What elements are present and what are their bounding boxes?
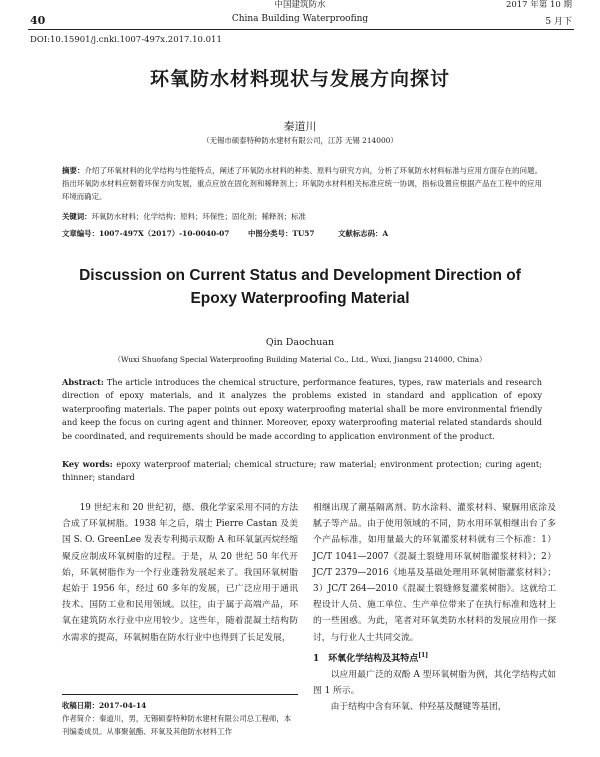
intro-paragraph-2: 相继出现了潮基隔离剂、防水涂料、灌浆材料、聚脲用底涂及腻子等产品。由于使用领域的不同，防水用环氧相继出台了多个产品标准，如用量最大的环氧灌浆材料就有三个标准：1）JC/T 1041—2007《混凝土裂缝用环氧树脂灌浆材料》；2）JC/T 2379—2016《地基及基础处理用环氧树脂灌浆材料》；3）JC/T 264—2010《混凝土裂缝修复灌浆树脂》。这就给工程设计人员、施工单位、生产单位带来了在执行标准和选材上的一些困惑。为此，笔者对环氧类防水材料的发展应用作一探讨，与行业人士共同交流。: [313, 503, 556, 643]
keywords-cn-label: 关键词：: [62, 212, 92, 221]
affiliation-en: （Wuxi Shuofang Special Waterproofing Building Material Co., Ltd., Wuxi, Jiangsu 214000, China）: [113, 355, 487, 364]
section-1-ref: [1]: [418, 651, 429, 659]
article-title-cn: 环氧防水材料现状与发展方向探讨: [149, 68, 450, 90]
received-date: 收稿日期：2017-04-14: [62, 701, 147, 710]
clc-number: 中图分类号：TU57: [248, 229, 315, 238]
keywords-cn: [62, 210, 542, 223]
document-code: 文献标志码：A: [338, 229, 389, 238]
abstract-en-label: Abstract:: [62, 377, 104, 387]
article-title-en-line1: Discussion on Current Status and Development Direction of: [79, 267, 521, 284]
footnote-rule: [62, 694, 298, 695]
abstract-cn-label: 摘要：: [62, 166, 85, 175]
article-title-en-line2: Epoxy Waterproofing Material: [190, 290, 410, 307]
issue-month: 5 月下: [545, 17, 572, 27]
author-cn: 秦道川: [283, 120, 317, 133]
journal-name-cn: 中国建筑防水: [274, 0, 326, 10]
section-1-cut-line: 由于结构中含有环氧、仲羟基及醚键等基团，: [330, 702, 507, 713]
affiliation-cn: （无锡市硕泰特种防水建材有限公司，江苏 无锡 214000）: [202, 136, 398, 145]
body-right-column: [313, 500, 556, 716]
footnote: [62, 699, 298, 738]
intro-paragraph-1: 19 世纪末和 20 世纪初，德、俄化学家采用不同的方法合成了环氧树脂。1938 年之后，瑞士 Pierre Castan 及美国 S. O. GreenLee 发表专利揭示双酚 A 和环氧氯丙烷经缩聚反应制成环氧树脂的过程。于是，从 20 世纪 50 年代开始，环氧树脂作为一个行业蓬勃发展起来了。我国环氧树脂起始于 1956 年，经过 60 多年的发展，已广泛应用于通讯技术、国防工业和民用领域。以往，由于属于高端产品，环氧在建筑防水行业中应用较少。这些年，随着混凝土结构防水需求的提高，环氧树脂在防水行业中也得到了长足发展，: [62, 503, 298, 643]
keywords-cn-text: 环氧防水材料；化学结构；原料；环保性；固化剂；稀释剂；标准: [91, 212, 306, 221]
section-1-heading: [313, 648, 556, 667]
keywords-en-text: epoxy waterproof material; chemical structure; raw material; environment protection; curing agent; thinner; standard: [62, 459, 542, 483]
abstract-cn: [62, 164, 542, 203]
abstract-cn-text: 介绍了环氧材料的化学结构与性能特点，阐述了环氧防水材料的种类、原料与研究方向，分析了环氧防水材料标准与应用方面存在的问题。指出环氧防水材料应朝着环保方向发展，重点应放在固化剂和稀释剂上；环氧防水材料相关标准应统一协调，指标设置应根据产品在工程中的应用环境而确定。: [62, 166, 542, 201]
section-1-paragraph: 以应用最广泛的双酚 A 型环氧树脂为例，其化学结构式如图 1 所示。: [313, 670, 556, 697]
issue-year: 2017 年第 10 期: [505, 0, 572, 10]
doi: DOI:10.15901/j.cnki.1007-497x.2017.10.011: [30, 35, 222, 45]
page-number: 40: [30, 14, 46, 27]
abstract-en: [62, 376, 542, 443]
header-rule: [28, 29, 574, 30]
article-number: 文章编号：1007-497X（2017）-10-0040-07: [62, 229, 230, 238]
keywords-en-label: Key words:: [62, 459, 113, 469]
keywords-en: [62, 458, 542, 485]
journal-name-en: China Building Waterproofing: [231, 14, 369, 24]
body-left-column: [62, 500, 298, 646]
section-1-title: 1 环氧化学结构及其特点: [313, 653, 419, 664]
author-en: Qin Daochuan: [265, 337, 335, 348]
abstract-en-text: The article introduces the chemical structure, performance features, types, raw materials and research direction of epoxy materials, and it analyzes the problems existed in standard and application of epoxy waterproofing materials. The paper points out epoxy waterproofing material shall be more environmental friendly and keep the focus on curing agent and thinner. Moreover, epoxy waterproofing material related standards should be coordinated, and requirements should be made according to application environment of the product.: [62, 377, 543, 441]
author-bio: 作者简介：秦道川，男，无锡硕泰特种防水建材有限公司总工程师，本刊编委成员。从事聚氨酯、环氧及其他防水材料工作: [62, 714, 292, 736]
